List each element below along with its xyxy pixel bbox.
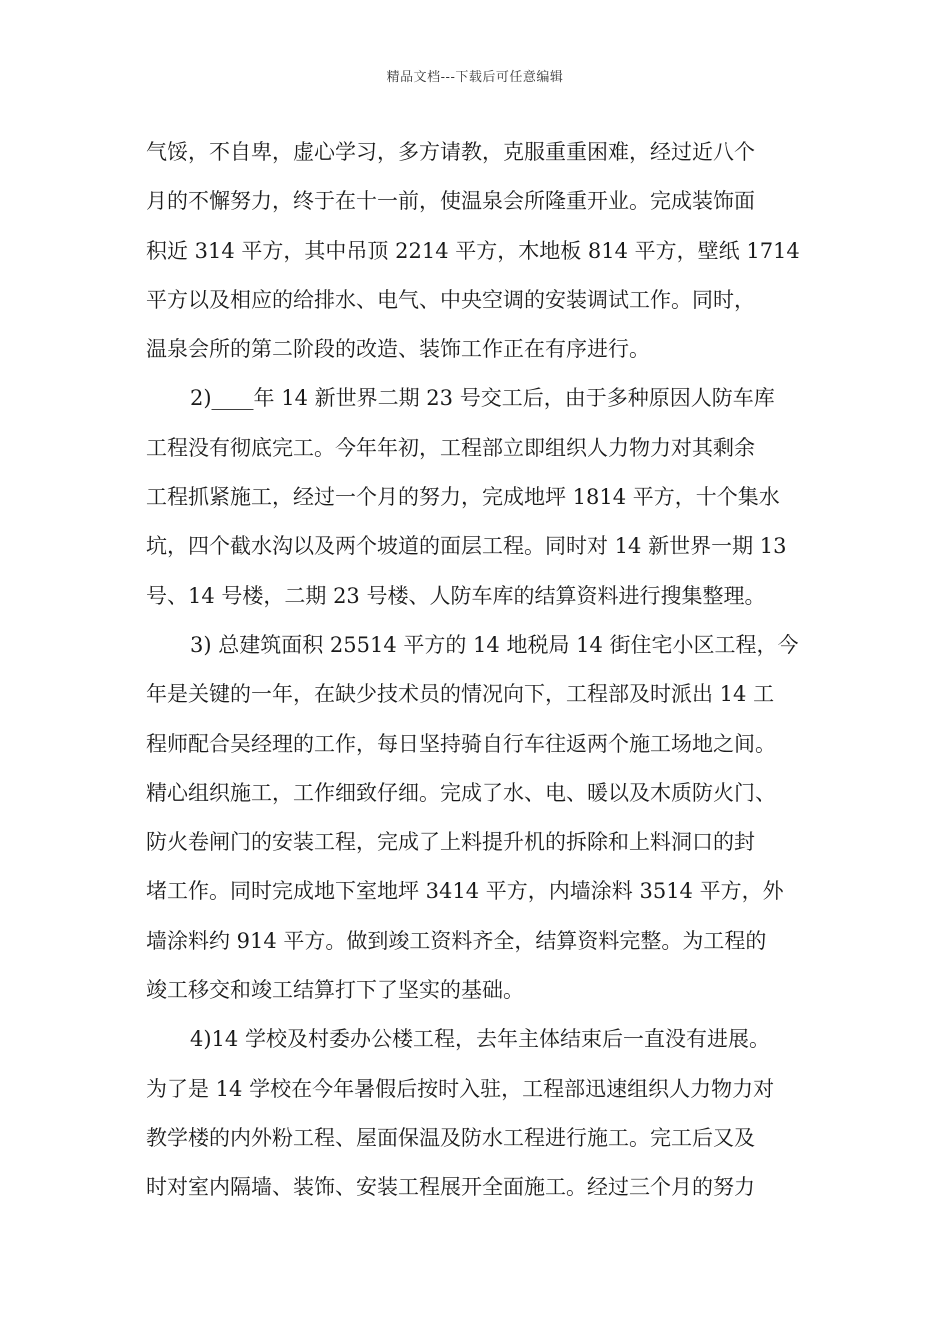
- text-line: 时对室内隔墙、装饰、安装工程展开全面施工。经过三个月的努力: [146, 1175, 755, 1200]
- text-line: 月的不懈努力，终于在十一前，使温泉会所隆重开业。完成装饰面: [146, 189, 755, 214]
- text-line: 程师配合吴经理的工作，每日坚持骑自行车往返两个施工场地之间。: [146, 731, 776, 756]
- text-line: 气馁，不自卑，虚心学习，多方请教，克服重重困难，经过近八个: [146, 140, 755, 164]
- text-line: 竣工移交和竣工结算打下了坚实的基础。: [146, 978, 524, 1003]
- text-line: 堵工作。同时完成地下室地坪 3414 平方，内墙涂料 3514 平方，外: [146, 879, 784, 904]
- text-line: 教学楼的内外粉工程、屋面保温及防水工程进行施工。完工后又及: [146, 1125, 755, 1150]
- text-line: 墙涂料约 914 平方。做到竣工资料齐全，结算资料完整。为工程的: [146, 928, 767, 953]
- paragraph-start-line: 2)____年 14 新世界二期 23 号交工后，由于多种原因人防车库: [190, 386, 775, 411]
- text-line: 号、14 号楼，二期 23 号楼、人防车库的结算资料进行搜集整理。: [146, 583, 766, 608]
- text-line: 坑，四个截水沟以及两个坡道的面层工程。同时对 14 新世界一期 13: [146, 534, 787, 559]
- page-header: 精品文档---下载后可任意编辑: [386, 70, 564, 85]
- text-line: 工程没有彻底完工。今年年初，工程部立即组织人力物力对其剩余: [146, 435, 755, 460]
- document-body: [146, 128, 806, 1213]
- text-line: 为了是 14 学校在今年暑假后按时入驻，工程部迅速组织人力物力对: [146, 1076, 775, 1101]
- text-line: 防火卷闸门的安装工程，完成了上料提升机的拆除和上料洞口的封: [146, 830, 755, 855]
- text-line: 积近 314 平方，其中吊顶 2214 平方，木地板 814 平方，壁纸 1714: [146, 238, 800, 263]
- text-line: 温泉会所的第二阶段的改造、装饰工作正在有序进行。: [146, 337, 650, 362]
- text-line: 工程抓紧施工，经过一个月的努力，完成地坪 1814 平方，十个集水: [146, 485, 780, 510]
- paragraph-start-line: 3) 总建筑面积 25514 平方的 14 地税局 14 街住宅小区工程，今: [190, 632, 799, 657]
- paragraph-start-line: 4)14 学校及村委办公楼工程，去年主体结束后一直没有进展。: [190, 1027, 770, 1052]
- text-line: 平方以及相应的给排水、电气、中央空调的安装调试工作。同时，: [146, 287, 755, 312]
- text-line: 精心组织施工，工作细致仔细。完成了水、电、暖以及木质防火门、: [146, 780, 776, 805]
- text-line: 年是关键的一年，在缺少技术员的情况向下，工程部及时派出 14 工: [146, 682, 775, 707]
